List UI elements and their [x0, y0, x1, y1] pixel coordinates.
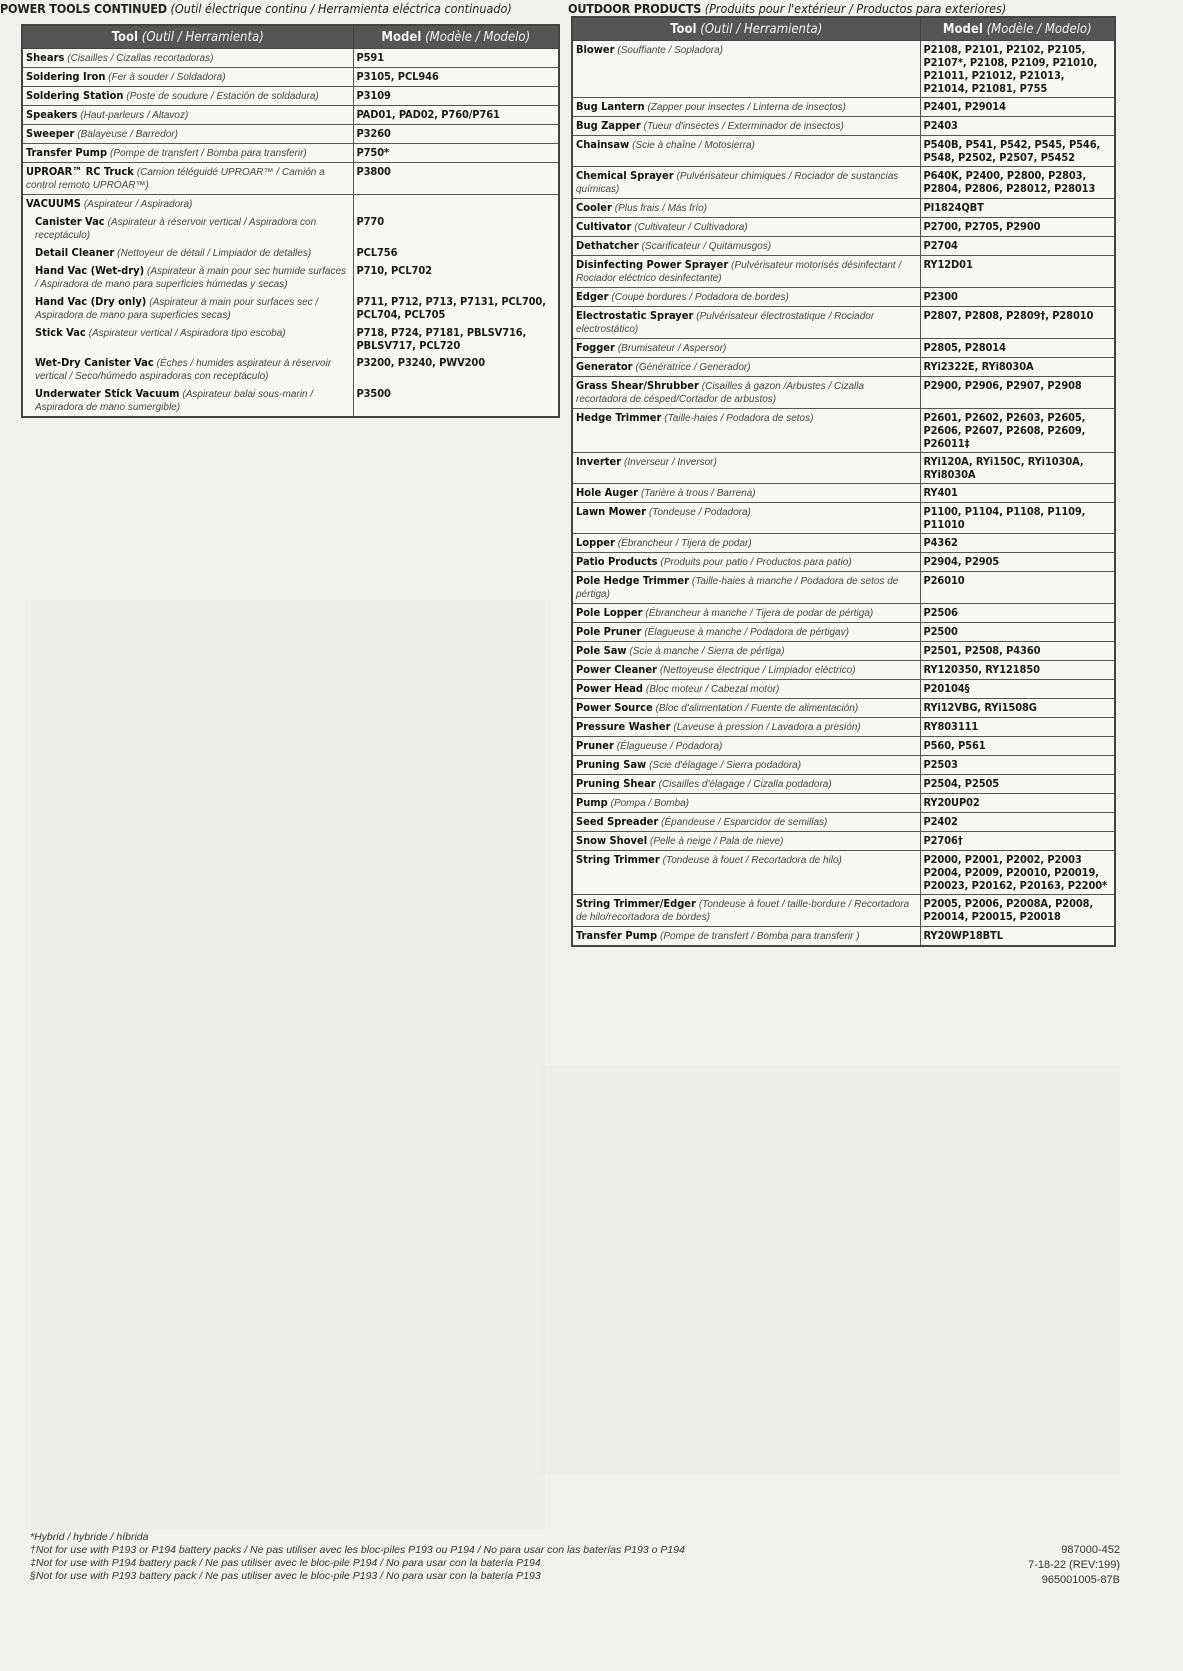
outdoor-products-table-body [572, 41, 1115, 947]
table-row [22, 125, 559, 144]
table-row [22, 213, 559, 244]
tool-name: Shears [26, 51, 65, 64]
model-cell: P2000, P2001, P2002, P2003 P2004, P2009, P20010, P20019, P20023, P20162, P20163, P2200* [920, 851, 1115, 895]
table-row [22, 262, 559, 293]
table-row [572, 813, 1115, 832]
tool-translation: (Haut-parleurs / Altavoz) [80, 110, 189, 121]
model-cell: P560, P561 [920, 737, 1115, 756]
part-number: 965001005-87B [1041, 1574, 1120, 1586]
model-cell: P3200, P3240, PWV200 [353, 354, 559, 385]
model-cell: P20104§ [920, 680, 1115, 699]
tool-cell [572, 358, 920, 377]
tool-cell [572, 288, 920, 307]
table-row [572, 484, 1115, 503]
power-tools-table-body [22, 49, 559, 418]
tool-name: Transfer Pump [576, 929, 658, 942]
tool-translation: (Scie à chaîne / Motosierra) [632, 140, 755, 151]
model-cell: P770 [353, 213, 559, 244]
table-row [22, 244, 559, 262]
table-row [22, 163, 559, 195]
tool-cell [572, 680, 920, 699]
tool-cell [22, 354, 353, 385]
model-cell: P4362 [920, 534, 1115, 553]
model-cell: RYi2322E, RYi8030A [920, 358, 1115, 377]
model-cell: P2500 [920, 623, 1115, 642]
table-row [572, 288, 1115, 307]
tool-translation: (Tondeuse / Podadora) [648, 507, 751, 518]
tool-name: Cooler [576, 201, 612, 214]
tool-name: Stick Vac [35, 326, 86, 339]
model-cell: P2704 [920, 237, 1115, 256]
tool-name: Fogger [576, 341, 615, 354]
tool-cell [572, 851, 920, 895]
tool-name: Sweeper [26, 127, 75, 140]
model-cell: P2506 [920, 604, 1115, 623]
tool-name: Lawn Mower [576, 505, 647, 518]
tool-cell [572, 377, 920, 409]
tool-cell [22, 213, 353, 244]
model-cell: P2108, P2101, P2102, P2105, P2107*, P2108, P2109, P21010, P21011, P21012, P21013, P21014, P21081, P755 [920, 41, 1115, 98]
tool-cell [22, 49, 353, 68]
table-row [572, 98, 1115, 117]
tool-column-header: Tool (Outil / Herramienta) [572, 17, 920, 41]
left-section-title [0, 0, 566, 18]
table-row [572, 851, 1115, 895]
tool-translation: (Aspirateur à réservoir vertical / Aspiradora con receptáculo) [35, 217, 317, 241]
tool-cell [572, 218, 920, 237]
tool-translation: (Pompe de transfert / Bomba para transferir ) [660, 931, 860, 942]
model-cell: P2300 [920, 288, 1115, 307]
table-row [572, 775, 1115, 794]
table-row [572, 136, 1115, 167]
tool-name: Pruning Saw [576, 758, 647, 771]
model-cell: P2904, P2905 [920, 553, 1115, 572]
table-row [572, 237, 1115, 256]
footnote-section: §Not for use with P193 battery pack / Ne pas utiliser avec le bloc-pile P193 / No para usar con la batería P193 [30, 1570, 541, 1582]
tool-name: Wet-Dry Canister Vac [35, 356, 154, 369]
tool-translation: (Éches / humides aspirateur à réservoir vertical / Seco/húmedo aspiradoras con receptáculo) [35, 358, 332, 382]
tool-translation: (Scie à manche / Sierra de pértiga) [629, 646, 785, 657]
model-cell: P2805, P28014 [920, 339, 1115, 358]
tool-cell [572, 832, 920, 851]
tool-translation: (Taille-haies à manche / Podadora de setos de pértiga) [576, 576, 899, 600]
tool-name: UPROAR™ RC Truck [26, 165, 134, 178]
tool-name: Detail Cleaner [35, 246, 115, 259]
tool-translation: (Aspirateur balai sous-marin / Aspiradora de mano sumergible) [35, 389, 314, 413]
vacuums-translation: (Aspirateur / Aspiradora) [83, 199, 193, 210]
tool-name: Speakers [26, 108, 78, 121]
table-row [572, 307, 1115, 339]
tool-cell [572, 534, 920, 553]
tool-name: Power Cleaner [576, 663, 657, 676]
tool-column-header: Tool (Outil / Herramienta) [22, 25, 353, 49]
model-cell: P26010 [920, 572, 1115, 604]
tool-name: Power Head [576, 682, 643, 695]
document-numbers [1028, 1543, 1120, 1588]
table-row [572, 572, 1115, 604]
table-row [572, 895, 1115, 927]
tool-cell [22, 163, 353, 195]
tool-cell [572, 136, 920, 167]
tool-cell [572, 718, 920, 737]
tool-name: Pole Hedge Trimmer [576, 574, 689, 587]
table-row [572, 661, 1115, 680]
tool-name: Pole Pruner [576, 625, 642, 638]
model-cell: P3800 [353, 163, 559, 195]
model-cell: P3500 [353, 385, 559, 417]
footnotes [30, 1531, 790, 1583]
table-row [572, 680, 1115, 699]
tool-translation: (Pulvérisateur chimiques / Rociador de sustancias químicas) [576, 171, 899, 195]
tool-cell [22, 144, 353, 163]
tool-name: Pole Saw [576, 644, 627, 657]
tool-cell [22, 106, 353, 125]
tool-translation: (Nettoyeur de détail / Limpiador de detalles) [117, 248, 312, 259]
model-cell: P710, PCL702 [353, 262, 559, 293]
table-row [572, 699, 1115, 718]
tool-cell [572, 756, 920, 775]
tool-cell [572, 339, 920, 358]
tool-name: Cultivator [576, 220, 632, 233]
empty-model-cell [353, 195, 559, 214]
table-row [572, 832, 1115, 851]
tool-translation: (Nettoyeuse électrique / Limpiador eléctrico) [659, 665, 856, 676]
tool-name: Hand Vac (Dry only) [35, 295, 147, 308]
tool-translation: (Ébrancheur à manche / Tijera de podar de pértiga) [645, 608, 874, 619]
tool-translation: (Scarificateur / Quitamusgos) [641, 241, 772, 252]
tool-name: String Trimmer [576, 853, 660, 866]
footnote-dagger: †Not for use with P193 or P194 battery packs / Ne pas utiliser avec les bloc-piles P193 ou P194 / No para usar con las baterías P193 o P194 [30, 1544, 685, 1556]
tool-translation: (Camion téléguidé UPROAR™ / Camión a control remoto UPROAR™) [26, 167, 325, 191]
tool-cell [572, 256, 920, 288]
tool-name: Soldering Iron [26, 70, 106, 83]
model-cell: RY803111 [920, 718, 1115, 737]
tool-name: Pressure Washer [576, 720, 671, 733]
tool-translation: (Zapper pour insectes / Linterna de insectos) [647, 102, 846, 113]
tool-name: Bug Zapper [576, 119, 641, 132]
table-row [22, 49, 559, 68]
table-row [22, 293, 559, 324]
model-cell: P750* [353, 144, 559, 163]
tool-cell [22, 244, 353, 262]
tool-translation: (Cisailles à gazon /Arbustes / Cizalla recortadora de césped/Cortador de arbustos) [576, 381, 865, 405]
model-cell: P591 [353, 49, 559, 68]
table-row [22, 87, 559, 106]
tool-cell [22, 385, 353, 417]
table-row [572, 503, 1115, 534]
vacuums-subheader-row [22, 195, 559, 214]
tool-translation: (Laveuse à pression / Lavadora a presión) [673, 722, 861, 733]
table-row [572, 604, 1115, 623]
tool-translation: (Aspirateur à main pour sec humide surfaces / Aspiradora de mano para superficies húmedas y secas) [35, 266, 347, 290]
table-row [572, 623, 1115, 642]
model-cell: P711, P712, P713, P7131, PCL700, PCL704, PCL705 [353, 293, 559, 324]
tool-translation: (Élagueuse / Podadora) [616, 741, 723, 752]
revision-date: 7-18-22 (REV:199) [1028, 1559, 1120, 1571]
tool-cell [572, 813, 920, 832]
table-row [22, 106, 559, 125]
tool-translation: (Ébrancheur / Tijera de podar) [617, 538, 752, 549]
tool-translation: (Poste de soudure / Estación de soldadura) [126, 91, 319, 102]
table-row [572, 534, 1115, 553]
table-row [572, 199, 1115, 218]
tool-cell [572, 453, 920, 484]
model-cell: P2807, P2808, P2809†, P28010 [920, 307, 1115, 339]
model-cell: P718, P724, P7181, PBLSV716, PBLSV717, PCL720 [353, 324, 559, 354]
tool-translation: (Pulvérisateur électrostatique / Rociador electrostático) [576, 311, 875, 335]
tool-name: Pole Lopper [576, 606, 643, 619]
tool-cell [572, 895, 920, 927]
tool-cell [572, 237, 920, 256]
tool-translation: (Tueur d'insectes / Exterminador de insectos) [643, 121, 844, 132]
model-cell: P1100, P1104, P1108, P1109, P11010 [920, 503, 1115, 534]
tool-translation: (Aspirateur à main pour surfaces sec / Aspiradora de mano para superficies secas) [35, 297, 319, 321]
left-title-sub: (Outil électrique continu / Herramienta eléctrica continuado) [170, 1, 512, 16]
tool-name: Snow Shovel [576, 834, 648, 847]
tool-translation: (Souffiante / Sopladora) [617, 45, 724, 56]
model-cell: P2601, P2602, P2603, P2605, P2606, P2607, P2608, P2609, P26011‡ [920, 409, 1115, 453]
tool-cell [572, 117, 920, 136]
tool-cell [572, 642, 920, 661]
table-row [572, 642, 1115, 661]
tool-cell [572, 98, 920, 117]
table-row [572, 453, 1115, 484]
model-cell: RY120350, RY121850 [920, 661, 1115, 680]
table-row [572, 339, 1115, 358]
tool-name: Edger [576, 290, 609, 303]
tool-name: Chainsaw [576, 138, 630, 151]
tool-translation: (Cisailles d'élagage / Cizalla podadora) [658, 779, 832, 790]
table-row [572, 756, 1115, 775]
model-cell: P2900, P2906, P2907, P2908 [920, 377, 1115, 409]
tool-translation: (Brumisateur / Aspersor) [617, 343, 727, 354]
model-cell: P2005, P2006, P2008A, P2008, P20014, P20015, P20018 [920, 895, 1115, 927]
tool-name: Pruner [576, 739, 614, 752]
tool-cell [572, 41, 920, 98]
table-row [572, 117, 1115, 136]
tool-cell [572, 484, 920, 503]
tool-name: Power Source [576, 701, 653, 714]
tool-name: Pump [576, 796, 608, 809]
tool-name: Hand Vac (Wet-dry) [35, 264, 145, 277]
tool-name: Blower [576, 43, 615, 56]
tool-name: Generator [576, 360, 633, 373]
tool-translation: (Pelle à neige / Pala de nieve) [650, 836, 784, 847]
tool-translation: (Coupe bordures / Podadora de bordes) [611, 292, 789, 303]
tool-name: Bug Lantern [576, 100, 645, 113]
vacuums-subheader [22, 195, 353, 214]
tool-translation: (Pompe de transfert / Bomba para transferir) [110, 148, 307, 159]
footnote-hybrid: *Hybrid / hybride / híbrida [30, 1531, 149, 1543]
table-row [572, 794, 1115, 813]
tool-cell [22, 125, 353, 144]
model-column-header: Model (Modèle / Modelo) [920, 17, 1115, 41]
model-cell: P2706† [920, 832, 1115, 851]
tool-cell [572, 794, 920, 813]
tool-name: Seed Spreader [576, 815, 659, 828]
outdoor-products-table [571, 16, 1116, 947]
table-row [572, 167, 1115, 199]
tool-translation: (Cultivateur / Cultivadora) [634, 222, 748, 233]
model-cell: PI1824QBT [920, 199, 1115, 218]
table-row [572, 927, 1115, 947]
tool-translation: (Bloc d'alimentation / Fuente de alimentación) [655, 703, 859, 714]
tool-name: Electrostatic Sprayer [576, 309, 694, 322]
tool-translation: (Aspirateur vertical / Aspiradora tipo escoba) [88, 328, 286, 339]
vacuums-label: VACUUMS [26, 197, 81, 210]
tool-translation: (Élagueuse à manche / Podadora de pértigav) [644, 627, 849, 638]
footnote-double-dagger: ‡Not for use with P194 battery pack / Ne pas utiliser avec le bloc-pile P194 / No para usar con la batería P194 [30, 1557, 541, 1569]
tool-cell [572, 775, 920, 794]
tool-name: Transfer Pump [26, 146, 108, 159]
model-cell: P2504, P2505 [920, 775, 1115, 794]
tool-name: Hedge Trimmer [576, 411, 662, 424]
model-cell: P3105, PCL946 [353, 68, 559, 87]
table-row [22, 324, 559, 354]
table-row [572, 256, 1115, 288]
tool-translation: (Tondeuse à fouet / Recortadora de hilo) [662, 855, 842, 866]
tool-cell [572, 623, 920, 642]
table-row [572, 358, 1115, 377]
tool-translation: (Taille-haies / Podadora de setos) [664, 413, 814, 424]
tool-cell [572, 927, 920, 947]
model-cell: P2503 [920, 756, 1115, 775]
tool-cell [22, 293, 353, 324]
tool-translation: (Produits pour patio / Productos para patio) [660, 557, 852, 568]
right-title-sub: (Produits pour l'extérieur / Productos para exteriores) [704, 1, 1007, 16]
tool-translation: (Balayeuse / Barredor) [77, 129, 178, 140]
tool-cell [572, 199, 920, 218]
table-row [572, 41, 1115, 98]
model-cell: P3260 [353, 125, 559, 144]
table-row [572, 737, 1115, 756]
right-title-main: OUTDOOR PRODUCTS [568, 1, 702, 16]
left-title-main: POWER TOOLS CONTINUED [0, 1, 167, 16]
tool-cell [572, 572, 920, 604]
tool-cell [22, 68, 353, 87]
tool-translation: (Fer à souder / Soldadora) [108, 72, 226, 83]
tool-translation: (Inverseur / Inversor) [624, 457, 717, 468]
bleed-through-block [540, 1065, 1120, 1475]
table-row [572, 553, 1115, 572]
tool-translation: (Bloc moteur / Cabezal motor) [645, 684, 780, 695]
tool-cell [572, 737, 920, 756]
tool-name: Lopper [576, 536, 615, 549]
table-row [22, 385, 559, 417]
tool-name: Canister Vac [35, 215, 105, 228]
document-number: 987000-452 [1061, 1544, 1120, 1556]
tool-translation: (Tarière à trous / Barrena) [640, 488, 756, 499]
model-cell: P3109 [353, 87, 559, 106]
model-cell: PAD01, PAD02, P760/P761 [353, 106, 559, 125]
table-row [572, 409, 1115, 453]
tool-cell [22, 87, 353, 106]
table-header-row [22, 25, 559, 49]
model-cell: P540B, P541, P542, P545, P546, P548, P2502, P2507, P5452 [920, 136, 1115, 167]
model-cell: P2402 [920, 813, 1115, 832]
table-header-row [572, 17, 1115, 41]
tool-cell [572, 409, 920, 453]
table-row [572, 377, 1115, 409]
tool-translation: (Scie d'élagage / Sierra podadora) [649, 760, 802, 771]
power-tools-table [21, 24, 560, 418]
model-cell: RY20WP18BTL [920, 927, 1115, 947]
model-cell: RYi12VBG, RYi1508G [920, 699, 1115, 718]
tool-name: Soldering Station [26, 89, 124, 102]
model-cell: P2401, P29014 [920, 98, 1115, 117]
tool-cell [572, 661, 920, 680]
tool-translation: (Épandeuse / Esparcidor de semillas) [661, 817, 828, 828]
tool-cell [572, 604, 920, 623]
tool-name: Inverter [576, 455, 622, 468]
tool-name: Hole Auger [576, 486, 639, 499]
tool-cell [22, 262, 353, 293]
model-cell: RY12D01 [920, 256, 1115, 288]
tool-translation: (Plus frais / Más frío) [614, 203, 708, 214]
tool-name: Disinfecting Power Sprayer [576, 258, 729, 271]
table-row [22, 354, 559, 385]
table-row [572, 718, 1115, 737]
model-cell: RYi120A, RYi150C, RYi1030A, RYi8030A [920, 453, 1115, 484]
tool-translation: (Cisailles / Cizallas recortadoras) [67, 53, 214, 64]
tool-name: Patio Products [576, 555, 658, 568]
model-column-header: Model (Modèle / Modelo) [353, 25, 559, 49]
model-cell: P2501, P2508, P4360 [920, 642, 1115, 661]
tool-name: Grass Shear/Shrubber [576, 379, 699, 392]
bleed-through-block [25, 600, 545, 1530]
tool-translation: (Tondeuse à fouet / taille-bordure / Recortadora de hilo/recortadora de bordes) [576, 899, 910, 923]
tool-translation: (Pulvérisateur motorisés désinfectant / Rociador eléctrico desinfectante) [576, 260, 902, 284]
model-cell: P2700, P2705, P2900 [920, 218, 1115, 237]
tool-translation: (Pompa / Bomba) [610, 798, 689, 809]
model-cell: P640K, P2400, P2800, P2803, P2804, P2806, P28012, P28013 [920, 167, 1115, 199]
tool-translation: (Génératrice / Generador) [635, 362, 751, 373]
model-cell: RY20UP02 [920, 794, 1115, 813]
tool-name: String Trimmer/Edger [576, 897, 696, 910]
table-row [22, 68, 559, 87]
table-row [22, 144, 559, 163]
tool-cell [22, 324, 353, 354]
tool-cell [572, 503, 920, 534]
tool-cell [572, 699, 920, 718]
tool-name: Dethatcher [576, 239, 639, 252]
model-cell: P2403 [920, 117, 1115, 136]
model-cell: PCL756 [353, 244, 559, 262]
tool-name: Chemical Sprayer [576, 169, 674, 182]
model-cell: RY401 [920, 484, 1115, 503]
tool-name: Underwater Stick Vacuum [35, 387, 180, 400]
table-row [572, 218, 1115, 237]
tool-name: Pruning Shear [576, 777, 656, 790]
tool-cell [572, 307, 920, 339]
tool-cell [572, 167, 920, 199]
tool-cell [572, 553, 920, 572]
